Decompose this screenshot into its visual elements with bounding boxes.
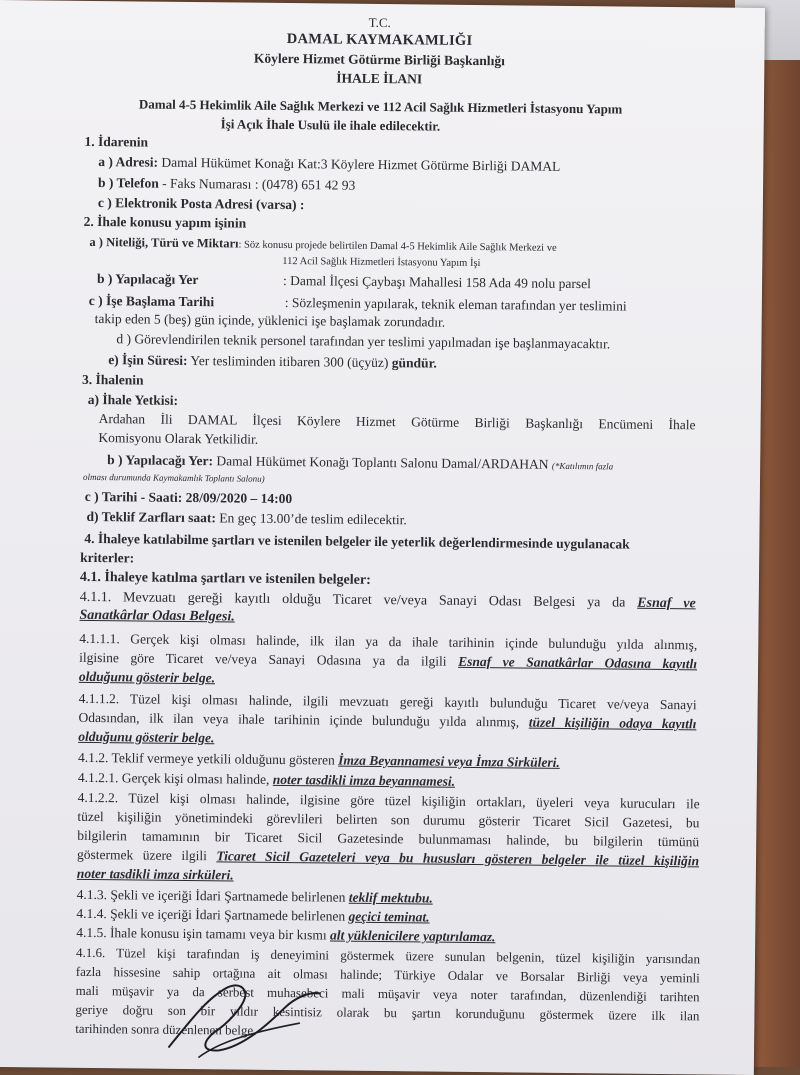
s4-1-5-text: 4.1.5. İhale konusu işin tamamı veya bir kısmı bbox=[76, 924, 331, 943]
s4-1-2-underlined: İmza Beyannamesi veya İmza Sirküleri. bbox=[338, 752, 560, 770]
s4-1-2-2-line-1: 4.1.2.2. Tüzel kişi olması halinde, ilgisine göre tüzel kişiliğin ortakları, üyeleri veya kurucuları ile bbox=[77, 789, 700, 812]
s4-1-2-2-line-2: tüzel kişiliğin yönetimindeki görevlileri belirten son durumu gösterir Ticaret Sicil Gazetesi, bu bbox=[77, 808, 700, 831]
s4-1-4-line bbox=[76, 905, 429, 926]
s3-envelope-label: d) Teklif Zarfları saat: bbox=[86, 508, 217, 526]
s4-1-2-line bbox=[78, 749, 560, 771]
s4-1-4-underlined: geçici teminat. bbox=[348, 908, 430, 925]
s1-address-value: Damal Hükümet Konağı Kat:3 Köylere Hizmet Götürme Birliği DAMAL bbox=[157, 154, 561, 174]
s1-address-label: a ) Adresi: bbox=[98, 154, 159, 170]
s4-1-3-line bbox=[77, 886, 433, 907]
s4-1-4-text: 4.1.4. Şekli ve içeriği İdari Şartnamede belirlenen bbox=[76, 905, 349, 924]
s4-1-1-underlined-1: Esnaf ve bbox=[637, 595, 696, 612]
s2-start-value-1: : Sözleşmenin yapılarak, teknik eleman tarafından yer teslimini bbox=[284, 294, 627, 314]
s3-heading: 3. İhalenin bbox=[81, 371, 144, 388]
s4-1-6-line-2: fazla hissesine sahip ortağına ait olması halinde; Türkiye Odalar ve Borsalar Birliği veya yeminli bbox=[75, 963, 700, 986]
s4-1-2-2-line-5: noter tasdikli imza sirküleri. bbox=[76, 865, 234, 883]
s4-1-3-underlined: teklif mektubu. bbox=[348, 889, 433, 906]
s3-venue-note-2: olması durumunda Kaymakamlık Toplantı Salonu) bbox=[82, 471, 265, 484]
s3-envelope-value: En geç 13.00’de teslim edilecektir. bbox=[215, 510, 407, 528]
s4-1-1-1-text: ilgisine göre Ticaret ve/veya Sanayi Odasına ya da ilgili bbox=[79, 649, 459, 669]
s4-1-1-2-underlined: tüzel kişiliğin odaya kayıtlı bbox=[528, 714, 697, 732]
s4-1-1-1-line-3: olduğunu gösterir belge. bbox=[78, 668, 216, 686]
s4-1-5-line bbox=[76, 924, 495, 945]
s4-1-1-2-text: Odasından, ilk ilan veya ihale tarihinin içinde bulunduğu yılda alınmış, bbox=[78, 709, 529, 730]
s2-delivery-note: d ) Görevlendirilen teknik personel tarafından yer teslimi yapılmadan işe başlanmayacaktır. bbox=[116, 331, 611, 352]
signature-scribble bbox=[159, 962, 330, 1064]
s4-1-1-2-line-3: olduğunu gösterir belge. bbox=[78, 728, 215, 746]
title-line-1: Damal 4-5 Hekimlik Aile Sağlık Merkezi ve 112 Acil Sağlık Hizmetleri İstasyonu Yapım bbox=[138, 96, 623, 117]
s1-heading: 1. İdarenin bbox=[84, 133, 149, 150]
s4-1-2-text: 4.1.2. Teklif vermeye yetkili olduğunu gösteren bbox=[77, 749, 339, 768]
s4-1-6-line-5: tarihinden sonra düzenlenen belge. bbox=[75, 1020, 257, 1038]
s4-1-2-2-text: göstermek üzere ilgili bbox=[76, 846, 217, 864]
s2-start-label: c ) İşe Başlama Tarihi bbox=[88, 292, 215, 310]
s1-email-label: c ) Elektronik Posta Adresi (varsa) : bbox=[97, 195, 305, 213]
s4-1-1-2-line-1: 4.1.1.2. Tüzel kişi olması halinde, ilgili mevzuatı gereği kayıtlı bulunduğu Ticaret ve/veya Sanayi bbox=[78, 690, 697, 713]
s3-venue-value: Damal Hükümet Konağı Toplantı Salonu Damal/ARDAHAN bbox=[212, 453, 553, 472]
s3-authority-text-1: Ardahan İli DAMAL İlçesi Köylere Hizmet Götürme Birliği Başkanlığı Encümeni İhale bbox=[98, 411, 696, 433]
s4-heading-1: 4. İhaleye katılabilme şartları ve istenilen belgeler ile yeterlik değerlendirmesinde uygulanacak bbox=[84, 530, 630, 552]
s3-envelope bbox=[87, 508, 407, 528]
s4-1-1-text: 4.1.1. Mevzuatı gereği kayıtlı olduğu Ticaret ve/veya Sanayi Odası Belgesi ya da bbox=[79, 589, 638, 611]
s2-duration-value: Yer tesliminden itibaren 300 (üçyüz) bbox=[187, 352, 392, 371]
s2-place-label: b ) Yapılacağı Yer bbox=[97, 271, 199, 288]
s2-nature-label: a ) Niteliği, Türü ve Miktarı bbox=[89, 234, 239, 251]
header-kaymakamlik: DAMAL KAYMAKAMLIĞI bbox=[286, 31, 473, 49]
s3-venue-note-1: (*Katılımın fazla bbox=[551, 460, 614, 472]
s4-heading-2: kriterler: bbox=[80, 549, 135, 566]
s3-venue-label: b ) Yapılacağı Yer: bbox=[107, 452, 214, 469]
s2-duration bbox=[108, 351, 437, 371]
s2-heading: 2. İhale konusu yapım işinin bbox=[83, 213, 247, 231]
s4-1-1-1-line-1: 4.1.1.1. Gerçek kişi olması halinde, ilk ilan ya da ihale tarihinin içinde bulunduğu yılda alınmış, bbox=[79, 630, 698, 653]
s2-duration-label: e) İşin Süresi: bbox=[108, 352, 188, 368]
s1-phone-value: - Faks Numarası : (0478) 651 42 93 bbox=[158, 175, 356, 193]
s4-1-2-1-text: 4.1.2.1. Gerçek kişi olması halinde, bbox=[77, 769, 273, 787]
s2-nature-value-2: 112 Acil Sağlık Hizmetleri İstasyonu Yapım İşi bbox=[282, 255, 481, 270]
s1-phone-label: b ) Telefon bbox=[98, 175, 159, 191]
s4-1-2-1-underlined: noter tasdikli imza beyannamesi. bbox=[272, 771, 456, 789]
s1-address bbox=[98, 153, 560, 175]
s3-authority-label: a) İhale Yetkisi: bbox=[87, 391, 179, 408]
title-line-2: İşi Açık İhale Usulü ile ihale edilecektir. bbox=[220, 116, 441, 134]
header-ilan: İHALE İLANI bbox=[336, 70, 423, 87]
s2-place bbox=[97, 270, 591, 292]
s3-authority-text-2: Komisyonu Olarak Yetkilidir. bbox=[98, 430, 259, 447]
s4-1-2-1-line bbox=[78, 769, 455, 790]
s4-1-5-underlined: alt yüklenicilere yaptırılamaz. bbox=[329, 927, 496, 945]
s2-nature-value-1: : Söz konusu projede belirtilen Damal 4-5 Hekimlik Aile Sağlık Merkezi ve bbox=[238, 239, 557, 254]
s4-1-6-line-3: mali müşavir ya da serbest muhasebeci mali müşavir veya noter tarafından, düzenlendiği tarihten bbox=[75, 982, 700, 1005]
s4-1-6-line-4: geriye doğru son bir yıldır kesintisiz olarak bu şartın korunduğunu göstermek üzere ilk ilan bbox=[75, 1001, 700, 1024]
s1-phone bbox=[98, 174, 355, 194]
s4-1-heading: 4.1. İhaleye katılma şartları ve istenilen belgeler: bbox=[79, 569, 371, 588]
s2-place-value: : Damal İlçesi Çaybaşı Mahallesi 158 Ada 49 nolu parsel bbox=[282, 272, 591, 292]
s4-1-1-1-underlined: Esnaf ve Sanatkârlar Odasına kayıtlı bbox=[458, 653, 698, 672]
s3-date-time: c ) Tarihi - Saati: 28/09/2020 – 14:00 bbox=[84, 488, 293, 507]
s4-1-1-underlined-2: Sanatkârlar Odası Belgesi. bbox=[79, 607, 235, 625]
s2-duration-end: gündür. bbox=[391, 355, 437, 371]
s4-1-2-2-line-3: bilgilerin tamamının bir Ticaret Sicil Gazetesinde bulunmaması halinde, bu bilgilerin tümünü bbox=[77, 827, 700, 850]
header-birlik: Köylere Hizmet Götürme Birliği Başkanlığı bbox=[253, 50, 505, 69]
s4-1-6-line-1: 4.1.6. Tüzel kişi tarafından iş deneyimini göstermek üzere sunulan belgenin, tüzel kişiliğin yarısından bbox=[75, 944, 701, 967]
s2-start-value-2: takip eden 5 (beş) gün içinde, yüklenici işe başlamak zorundadır. bbox=[94, 311, 446, 330]
s4-1-3-text: 4.1.3. Şekli ve içeriği İdari Şartnamede belirlenen bbox=[76, 886, 349, 905]
header-tc: T.C. bbox=[368, 14, 391, 31]
s4-1-2-2-underlined: Ticaret Sicil Gazeteleri veya bu hususları gösteren belgeler ile tüzel kişiliğin bbox=[216, 848, 700, 869]
